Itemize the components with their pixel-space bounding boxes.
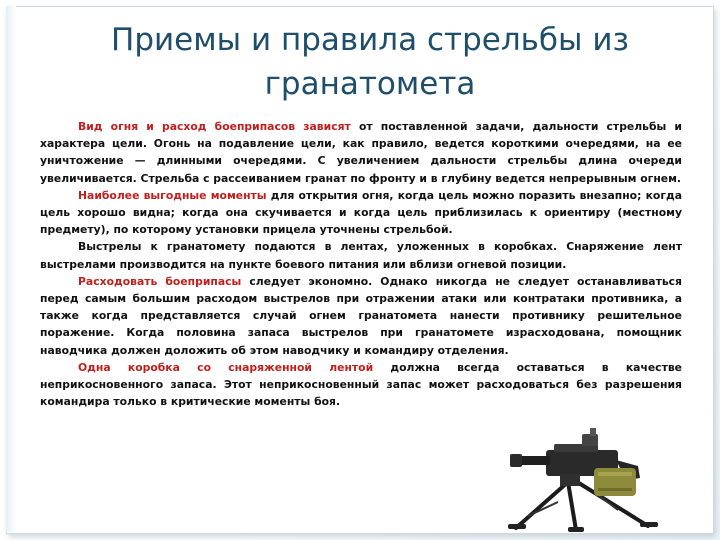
paragraph-4-highlight: Расходовать боеприпасы — [78, 274, 242, 288]
paragraph-2-highlight: Наиболее выгодные моменты — [78, 188, 267, 202]
paragraph-1-text: от поставленной задачи, дальности стрельбы и характера цели. Огонь на подавление цели, как правило, ведется короткими очередями, на ее уничтожение — длинными очередями. С увеличением дальности стрельбы длина очереди увеличивается. Стрельба с рассеиванием гранат по фронту и в глубину ведется непрерывным огнем. — [40, 120, 683, 185]
paragraph-3 — [40, 238, 682, 272]
paragraph-4-text: следует экономно. Однако никогда не следует останавливаться перед самым большим расходом выстрелов при отражении атаки или контратаки противника, а также когда представляется случай огнем гранатомета нанести противнику решительное поражение. Когда половина запаса выстрелов при гранатомете израсходована, помощник наводчика должен доложить об этом наводчику и командиру отделения. — [40, 274, 682, 357]
paragraph-4 — [40, 273, 682, 359]
paragraph-2-text: для открытия огня, когда цель можно поразить внезапно; когда цель хорошо видна; когда она скучивается и когда цель приблизилась к ориентиру (местному предмету), по которому установки прицела уточнены стрельбой. — [40, 188, 682, 237]
paragraph-5 — [40, 359, 682, 411]
grenade-launcher-image — [498, 420, 698, 535]
slide-body — [40, 118, 682, 410]
paragraph-1-highlight: Вид огня и расход боеприпасов зависят — [78, 120, 351, 133]
paragraph-5-text: должна всегда оставаться в качестве неприкосновенного запаса. Этот неприкосновенный запас может расходоваться без разрешения командира только в критические моменты боя. — [40, 360, 682, 409]
paragraph-5-highlight: Одна коробка со снаряженной лентой — [78, 360, 374, 374]
slide-title: Приемы и правила стрельбы из гранатомета — [111, 22, 629, 102]
paragraph-1 — [40, 118, 682, 187]
paragraph-3-text: Выстрелы к гранатомету подаются в лентах, уложенных в коробках. Снаряжение лент выстрелами производится на пункте боевого питания или вблизи огневой позиции. — [40, 240, 682, 271]
frame-edge — [6, 6, 16, 532]
paragraph-2 — [40, 187, 682, 239]
